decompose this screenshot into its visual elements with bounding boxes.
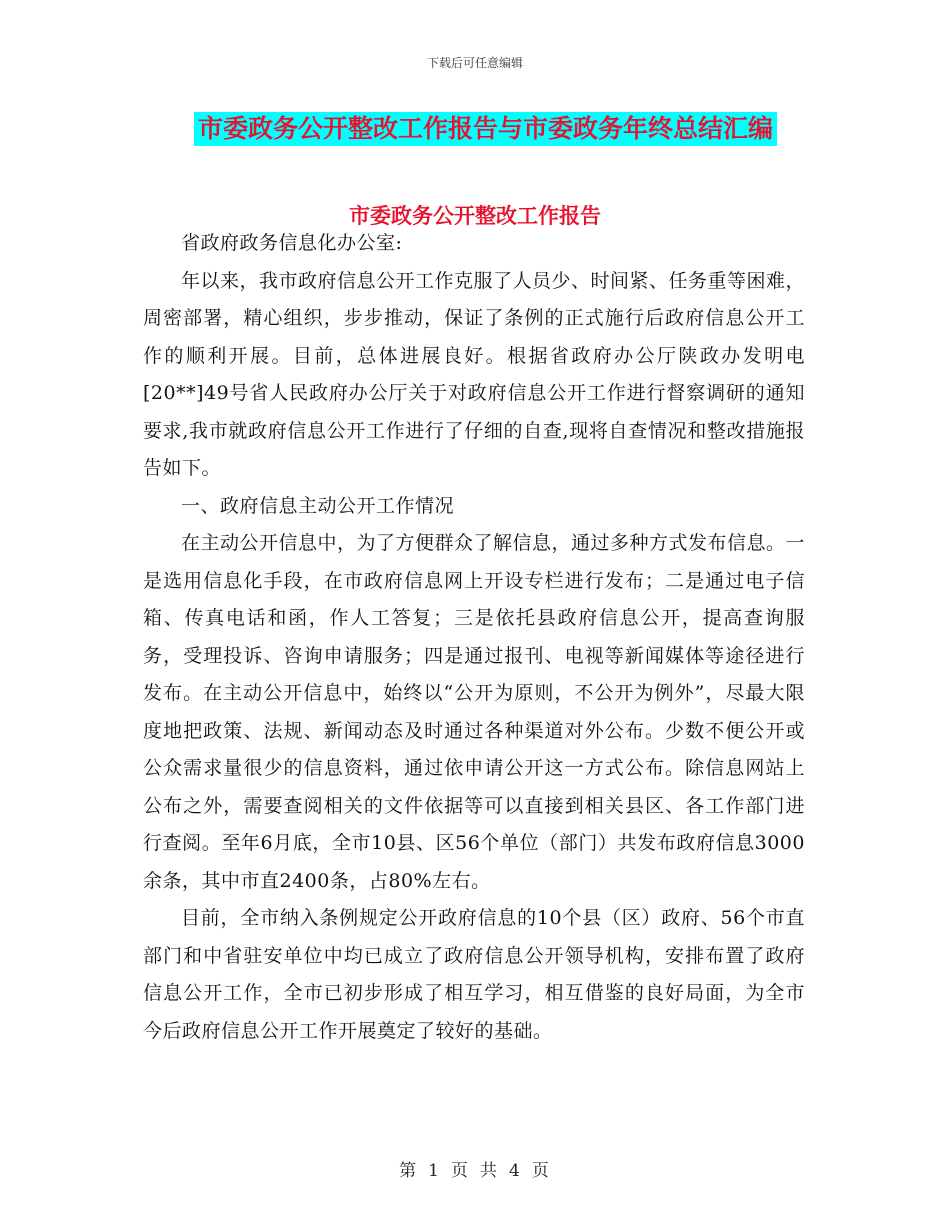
document-main-title: 市委政务公开整改工作报告与市委政务年终总结汇编 bbox=[194, 112, 777, 146]
body-paragraph-details: 在主动公开信息中，为了方便群众了解信息，通过多种方式发布信息。一是选用信息化手段，在市政府信息网上开设专栏进行发布；二是通过电子信箱、传真电话和函，作人工答复；三是依托县政府信息公开，提高查询服务，受理投诉、咨询申请服务；四是通过报刊、电视等新闻媒体等途径进行发布。在主动公开信息中，始终以“公开为原则，不公开为例外”，尽最大限度地把政策、法规、新闻动态及时通过各种渠道对外公布。少数不便公开或公众需求量很少的信息资料，通过依申请公开这一方式公布。除信息网站上公布之外，需要查阅相关的文件依据等可以直接到相关县区、各工作部门进行查阅。至年6月底，全市10县、区56个单位（部门）共发布政府信息3000余条，其中市直2400条，占80%左右。 bbox=[143, 532, 806, 892]
body-paragraph-intro: 年以来，我市政府信息公开工作克服了人员少、时间紧、任务重等困难，周密部署，精心组织，步步推动，保证了条例的正式施行后政府信息公开工作的顺利开展。目前，总体进展良好。根据省政府办公厅陕政办发明电[20**]49号省人民政府办公厅关于对政府信息公开工作进行督察调研的通知要求,我市就政府信息公开工作进行了仔细的自查,现将自查情况和整改措施报告如下。 bbox=[143, 269, 806, 479]
footer-prefix: 第 bbox=[399, 1161, 419, 1181]
header-note: 下载后可任意编辑 bbox=[426, 56, 523, 70]
body-paragraph-current-status: 目前，全市纳入条例规定公开政府信息的10个县（区）政府、56个市直部门和中省驻安单位中均已成立了政府信息公开领导机构，安排布置了政府信息公开工作，全市已初步形成了相互学习，相互借鉴的良好局面，为全市今后政府信息公开工作开展奠定了较好的基础。 bbox=[143, 907, 805, 1042]
footer-total-pages: 4 bbox=[509, 1161, 522, 1181]
page-footer bbox=[0, 1156, 950, 1181]
body-paragraph-salutation: 省政府政务信息化办公室: bbox=[181, 232, 403, 254]
footer-suffix: 页 bbox=[531, 1161, 551, 1181]
footer-total-label: 共 bbox=[480, 1161, 499, 1181]
body-paragraph-section-heading: 一、政府信息主动公开工作情况 bbox=[181, 494, 455, 517]
footer-page-number: 1 bbox=[428, 1161, 441, 1181]
footer-page-word: 页 bbox=[451, 1161, 470, 1181]
document-body bbox=[143, 225, 805, 1050]
document-sub-title: 市委政务公开整改工作报告 bbox=[349, 204, 601, 228]
